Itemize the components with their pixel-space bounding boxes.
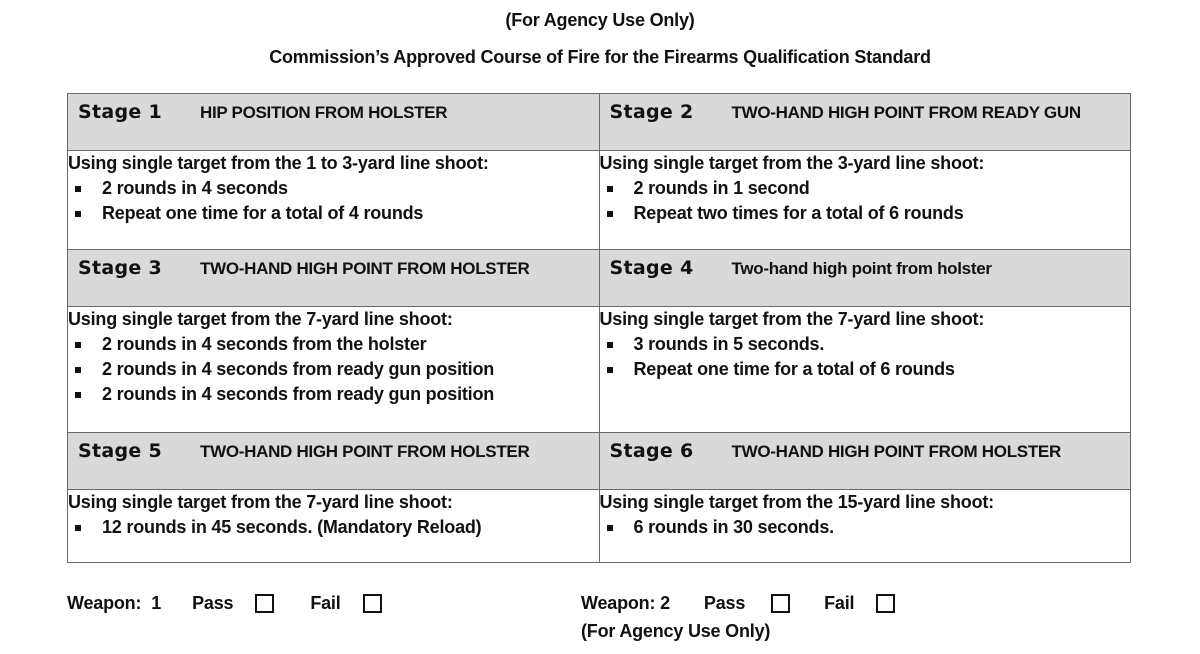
stage-number: Stage 1 <box>78 101 163 123</box>
stage-5-body <box>68 490 600 563</box>
stage-intro: Using single target from the 15-yard line shoot: <box>599 492 994 512</box>
stage-2-header <box>599 94 1131 151</box>
stage-header-row <box>68 250 1131 307</box>
weapon-1-pass-checkbox[interactable] <box>255 594 274 613</box>
agency-use-note-bottom: (For Agency Use Only) <box>581 621 771 641</box>
stage-bullet: 2 rounds in 4 seconds from ready gun position <box>68 382 599 407</box>
stage-bullets <box>600 332 1131 382</box>
weapon-1-pass-label: Pass <box>192 593 234 613</box>
stage-name: Two-hand high point from holster <box>731 259 992 278</box>
stage-name: HIP POSITION FROM HOLSTER <box>200 103 448 122</box>
stage-bullet: 12 rounds in 45 seconds. (Mandatory Reload) <box>68 515 599 540</box>
stage-header-row <box>68 94 1131 151</box>
stage-4-header <box>599 250 1131 307</box>
stage-bullet: Repeat one time for a total of 4 rounds <box>68 201 599 226</box>
weapon-2-pass-checkbox[interactable] <box>771 594 790 613</box>
stage-body-row <box>68 307 1131 433</box>
course-title: Commission’s Approved Course of Fire for the Firearms Qualification Standard <box>269 47 931 67</box>
stage-bullets <box>600 176 1131 226</box>
weapon-1-fail-label: Fail <box>310 593 341 613</box>
stage-bullets <box>600 515 1131 540</box>
weapon-2-label: Weapon: 2 <box>581 593 670 613</box>
weapon-1-row <box>67 593 382 614</box>
stage-4-body <box>599 307 1131 433</box>
stage-5-header <box>68 433 600 490</box>
stage-number: Stage 3 <box>78 257 163 279</box>
stage-body-row <box>68 490 1131 563</box>
stage-header-row <box>68 433 1131 490</box>
stages-table <box>67 93 1131 563</box>
stage-bullet: 6 rounds in 30 seconds. <box>600 515 1131 540</box>
agency-use-note-top: (For Agency Use Only) <box>505 10 695 30</box>
stage-bullets <box>68 332 599 407</box>
stage-intro: Using single target from the 7-yard line shoot: <box>68 309 453 329</box>
stage-name: TWO-HAND HIGH POINT FROM READY GUN <box>731 103 1081 122</box>
stage-intro: Using single target from the 3-yard line shoot: <box>599 153 985 173</box>
stage-6-body <box>599 490 1131 563</box>
stage-1-header <box>68 94 600 151</box>
weapon-1-number: 1 <box>151 593 162 613</box>
stage-intro: Using single target from the 7-yard line shoot: <box>599 309 985 329</box>
stage-6-header <box>599 433 1131 490</box>
stage-name: TWO-HAND HIGH POINT FROM HOLSTER <box>200 259 530 278</box>
stage-bullets <box>68 515 599 540</box>
stage-bullet: 2 rounds in 4 seconds from ready gun position <box>68 357 599 382</box>
weapon-1-label: Weapon: <box>67 593 142 613</box>
stage-1-body <box>68 151 600 250</box>
stage-number: Stage 2 <box>609 101 694 123</box>
weapon-2-fail-label: Fail <box>824 593 855 613</box>
stage-number: Stage 6 <box>609 440 694 462</box>
stage-number: Stage 4 <box>609 257 694 279</box>
weapon-2-fail-checkbox[interactable] <box>876 594 895 613</box>
stage-body-row <box>68 151 1131 250</box>
stage-bullets <box>68 176 599 226</box>
stage-2-body <box>599 151 1131 250</box>
stage-name: TWO-HAND HIGH POINT FROM HOLSTER <box>731 442 1061 461</box>
stage-bullet: Repeat two times for a total of 6 rounds <box>600 201 1131 226</box>
stage-intro: Using single target from the 7-yard line shoot: <box>68 492 453 512</box>
stage-3-body <box>68 307 600 433</box>
stage-bullet: Repeat one time for a total of 6 rounds <box>600 357 1131 382</box>
weapon-2-pass-label: Pass <box>703 593 746 613</box>
stage-bullet: 3 rounds in 5 seconds. <box>600 332 1131 357</box>
stage-name: TWO-HAND HIGH POINT FROM HOLSTER <box>200 442 530 461</box>
stage-bullet: 2 rounds in 1 second <box>600 176 1131 201</box>
stage-bullet: 2 rounds in 4 seconds from the holster <box>68 332 599 357</box>
weapon-1-fail-checkbox[interactable] <box>363 594 382 613</box>
weapon-2-row <box>581 593 895 614</box>
stage-bullet: 2 rounds in 4 seconds <box>68 176 599 201</box>
stage-number: Stage 5 <box>78 440 163 462</box>
stage-3-header <box>68 250 600 307</box>
stage-intro: Using single target from the 1 to 3-yard line shoot: <box>68 153 489 173</box>
